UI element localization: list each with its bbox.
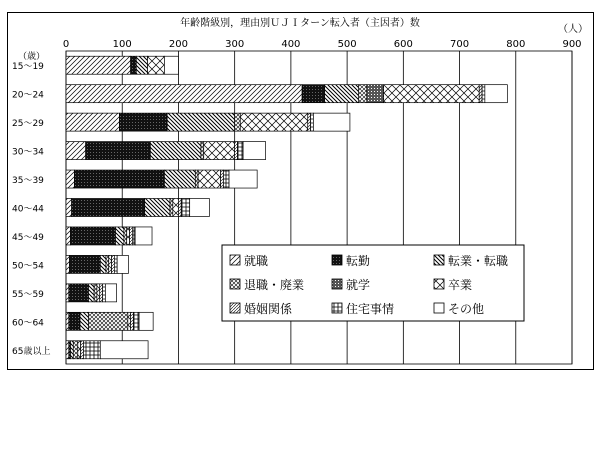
- category-label: 40～44: [12, 204, 44, 215]
- x-tick-labels: [63, 39, 582, 50]
- bar-segment: [240, 113, 307, 131]
- bar-segment: [181, 199, 189, 217]
- bar-segment: [135, 227, 152, 245]
- bar-segment: [195, 170, 198, 188]
- bar-segment: [70, 227, 115, 245]
- bar-segment: [237, 142, 243, 160]
- bar-segment: [66, 170, 74, 188]
- legend-label: 就職: [244, 254, 269, 268]
- category-label: 65歳以上: [12, 346, 51, 357]
- bar-segment: [74, 170, 164, 188]
- x-tick-label: 600: [393, 39, 413, 50]
- x-tick-label: 400: [281, 39, 301, 50]
- bar-segment: [133, 312, 139, 330]
- bar-segment: [384, 85, 480, 103]
- bar-segment: [198, 170, 220, 188]
- bar-segment: [66, 56, 131, 74]
- bar-segment: [105, 284, 116, 302]
- bar-segment: [178, 199, 181, 217]
- bar-segment: [150, 142, 201, 160]
- legend-swatch: [434, 255, 444, 265]
- bar-segment: [114, 255, 117, 273]
- bar-segment: [139, 312, 153, 330]
- bar-segment: [485, 85, 507, 103]
- bar-segment: [66, 85, 302, 103]
- legend-swatch: [332, 303, 342, 313]
- bar-segment: [173, 199, 179, 217]
- bar-segment: [66, 227, 70, 245]
- bar-segment: [66, 312, 69, 330]
- legend-swatch: [332, 279, 342, 289]
- chart-frame: [7, 12, 594, 370]
- bar-segment: [145, 199, 170, 217]
- bar-segment: [66, 341, 69, 359]
- bar-segment: [167, 113, 234, 131]
- bar-segment: [367, 85, 384, 103]
- bar-segment: [72, 199, 145, 217]
- bar-segment: [73, 341, 77, 359]
- legend-label: その他: [448, 302, 485, 316]
- x-tick-label: 0: [62, 39, 70, 50]
- category-label: 20～24: [12, 90, 44, 101]
- bar-segment: [66, 255, 69, 273]
- bar-segment: [100, 284, 103, 302]
- bar-segment: [115, 227, 123, 245]
- bar-segment: [223, 170, 229, 188]
- bar-segment: [81, 341, 84, 359]
- bar-segment: [69, 255, 100, 273]
- bar-segment: [88, 312, 127, 330]
- x-tick-label: 500: [337, 39, 357, 50]
- bar-segment: [136, 56, 147, 74]
- bar-segment: [70, 341, 73, 359]
- bar-segment: [358, 85, 366, 103]
- chart-svg: [8, 13, 593, 369]
- x-tick-label: 800: [506, 39, 526, 50]
- bar-segment: [164, 170, 195, 188]
- bar-segment: [235, 142, 238, 160]
- bar-segment: [130, 227, 133, 245]
- bar-segment: [69, 284, 89, 302]
- bar-segment: [66, 199, 72, 217]
- legend-label: 就学: [346, 278, 371, 292]
- x-tick-label: 100: [112, 39, 132, 50]
- bar-segment: [80, 312, 88, 330]
- bar-segment: [124, 227, 127, 245]
- bar-segment: [106, 255, 109, 273]
- x-tick-label: 300: [225, 39, 245, 50]
- bar-segment: [131, 312, 134, 330]
- category-labels: [12, 62, 50, 357]
- bar-segment: [308, 113, 311, 131]
- category-label: 30～34: [12, 147, 44, 158]
- legend-swatch: [230, 303, 240, 313]
- bar-segment: [229, 170, 257, 188]
- x-tick-label: 200: [168, 39, 188, 50]
- category-label: 50～54: [12, 261, 44, 272]
- bar-segment: [88, 284, 94, 302]
- legend-label: 婚姻関係: [244, 302, 293, 316]
- bar-segment: [128, 312, 131, 330]
- bar-segment: [117, 255, 128, 273]
- bar-segment: [243, 142, 265, 160]
- legend: [222, 245, 524, 321]
- category-label: 25～29: [12, 119, 44, 130]
- category-axis-label: （歳）: [18, 52, 46, 62]
- bar-segment: [479, 85, 482, 103]
- bar-segment: [325, 85, 359, 103]
- x-tick-label: 900: [562, 39, 582, 50]
- bar-segment: [66, 113, 119, 131]
- bar-segment: [78, 341, 81, 359]
- category-label: 60～64: [12, 318, 44, 329]
- bar-segment: [164, 56, 178, 74]
- bar-segment: [482, 85, 485, 103]
- legend-label: 卒業: [448, 278, 473, 292]
- bar-segment: [100, 341, 148, 359]
- legend-swatch: [332, 255, 342, 265]
- bar-segment: [148, 56, 165, 74]
- category-label: 15～19: [12, 62, 44, 73]
- category-label: 45～49: [12, 232, 44, 243]
- bar-segment: [311, 113, 314, 131]
- x-tick-label: 700: [450, 39, 470, 50]
- bar-segment: [131, 56, 137, 74]
- bar-segment: [112, 255, 115, 273]
- bar-segment: [127, 227, 130, 245]
- bar-segment: [204, 142, 235, 160]
- bar-segment: [66, 142, 86, 160]
- legend-swatch: [230, 255, 240, 265]
- legend-swatch: [434, 303, 444, 313]
- bar-segment: [100, 255, 106, 273]
- bar-segment: [83, 341, 100, 359]
- category-label: 35～39: [12, 176, 44, 187]
- legend-label: 退職・廃業: [244, 278, 305, 292]
- category-label: 55～59: [12, 289, 44, 300]
- bar-segment: [313, 113, 350, 131]
- legend-label: 転業・転職: [448, 254, 509, 268]
- legend-label: 住宅事情: [346, 302, 395, 316]
- bar-segment: [119, 113, 167, 131]
- x-unit-label: （人）: [558, 24, 588, 35]
- bar-segment: [170, 199, 173, 217]
- bar-segment: [86, 142, 151, 160]
- bar-segment: [66, 284, 69, 302]
- bar-segment: [109, 255, 112, 273]
- bar-segment: [190, 199, 210, 217]
- legend-label: 転勤: [346, 254, 371, 268]
- bar-segment: [132, 227, 135, 245]
- legend-swatch: [230, 279, 240, 289]
- chart-title: 年齢階級別，理由別ＵＪＩターン転入者（主因者）数: [180, 18, 420, 29]
- bar-segment: [302, 85, 324, 103]
- bar-segment: [103, 284, 106, 302]
- bar-segment: [94, 284, 97, 302]
- bar-segment: [235, 113, 241, 131]
- bar-segment: [201, 142, 204, 160]
- legend-swatch: [434, 279, 444, 289]
- bar-segment: [97, 284, 100, 302]
- bar-segment: [221, 170, 224, 188]
- bar-segment: [69, 312, 80, 330]
